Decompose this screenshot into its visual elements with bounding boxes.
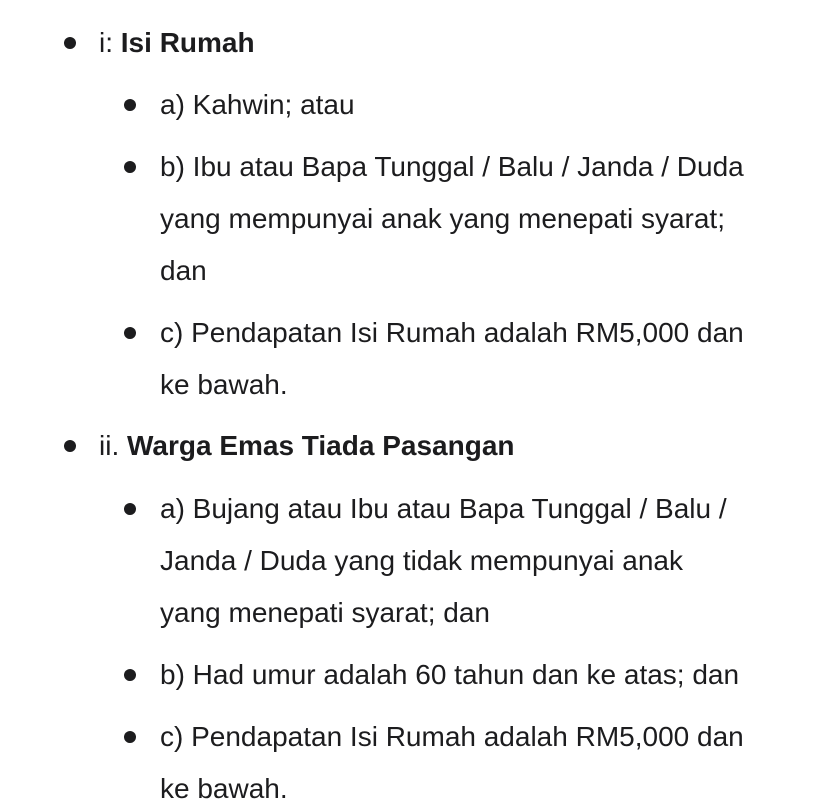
section-title: Warga Emas Tiada Pasangan: [127, 430, 515, 461]
list-item-line: yang mempunyai anak yang menepati syarat;: [160, 203, 725, 234]
list-item-line: b) Had umur adalah 60 tahun dan ke atas; dan: [160, 659, 740, 690]
bullet-icon: [124, 731, 136, 743]
list-item-line: c) Pendapatan Isi Rumah adalah RM5,000 dan: [160, 317, 744, 348]
bullet-icon: [124, 503, 136, 515]
list-item-line: dan: [160, 255, 207, 286]
bullet-icon: [64, 37, 76, 49]
bullet-icon: [64, 440, 76, 452]
list-item-line: ke bawah.: [160, 369, 288, 400]
bullet-icon: [124, 99, 136, 111]
list-item-line: yang menepati syarat; dan: [160, 597, 490, 628]
bullet-icon: [124, 161, 136, 173]
list-item-line: ke bawah.: [160, 773, 288, 804]
section-prefix: ii.: [99, 430, 127, 461]
list-item-line: Janda / Duda yang tidak mempunyai anak: [160, 545, 683, 576]
bullet-icon: [124, 669, 136, 681]
bullet-icon: [124, 327, 136, 339]
list-item-line: a) Bujang atau Ibu atau Bapa Tunggal / Balu /: [160, 493, 727, 524]
section-heading: [99, 429, 515, 463]
section-prefix: i:: [99, 27, 121, 58]
list-item-line: a) Kahwin; atau: [160, 89, 355, 120]
list-item-line: b) Ibu atau Bapa Tunggal / Balu / Janda / Duda: [160, 151, 744, 182]
section-heading: [99, 26, 255, 60]
section-title: Isi Rumah: [120, 27, 255, 58]
list-item-line: c) Pendapatan Isi Rumah adalah RM5,000 dan: [160, 721, 744, 752]
